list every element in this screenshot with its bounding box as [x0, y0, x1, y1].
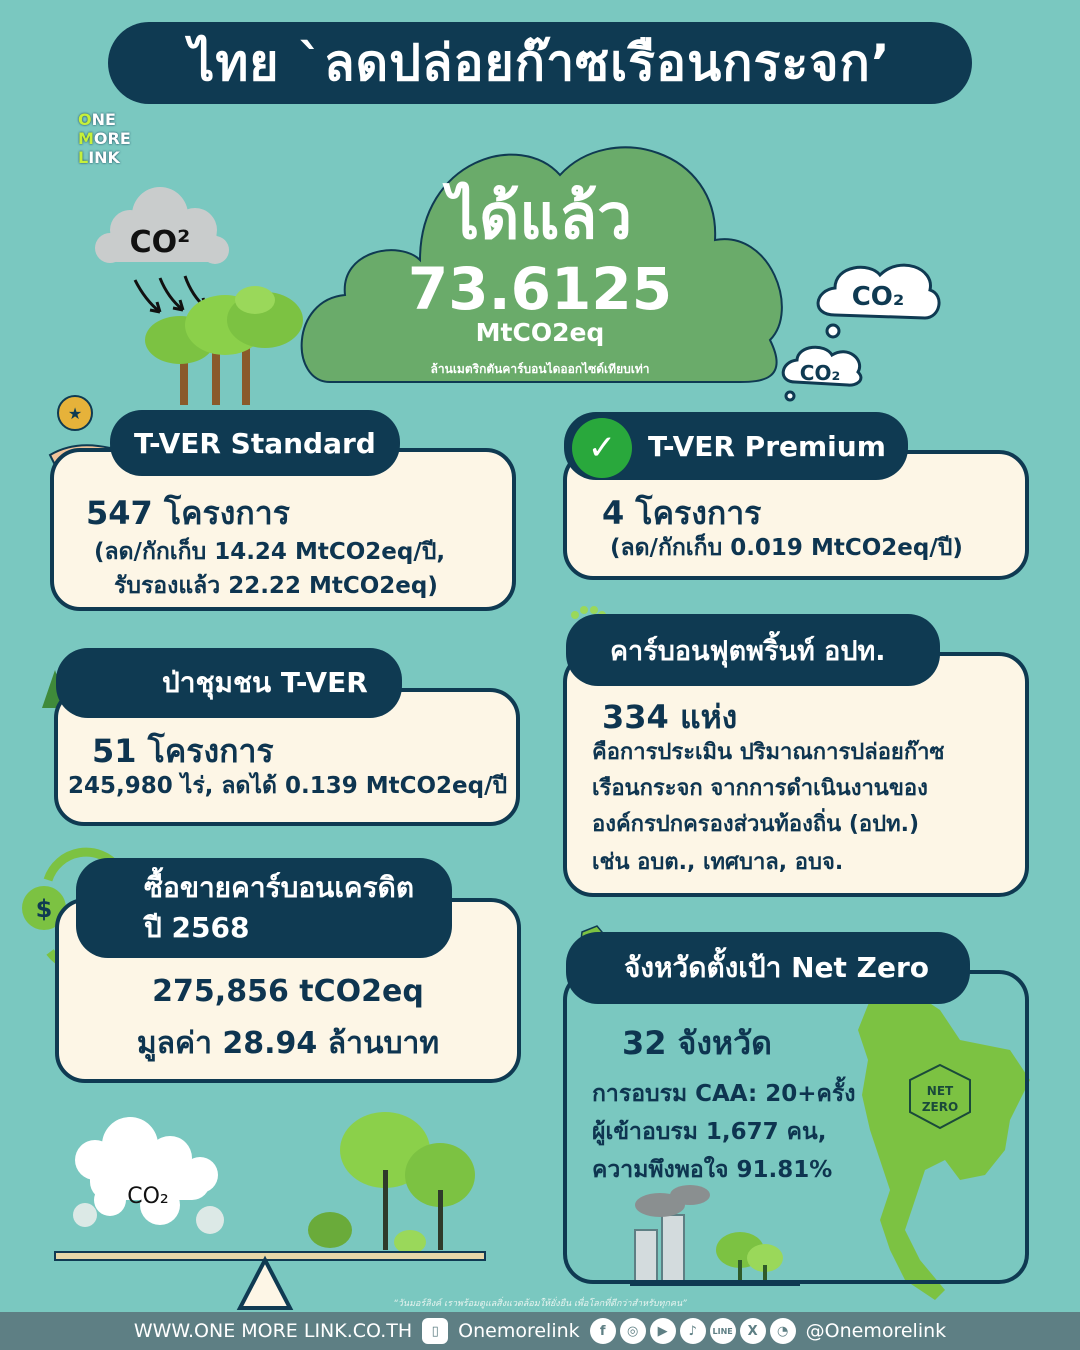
- hero-unit: MtCO2eq: [475, 318, 605, 347]
- tver-standard-title: T-VER Standard: [134, 426, 376, 460]
- community-forest-count: 51 โครงการ: [92, 732, 274, 770]
- co2-label-1: CO²: [129, 225, 191, 260]
- tiktok-icon[interactable]: ♪: [680, 1318, 706, 1344]
- community-forest-tab: [56, 648, 402, 718]
- carbon-footprint-detail-2: เรือนกระจก จากการดำเนินงานของ: [592, 776, 928, 801]
- carbon-credit-volume: 275,856 tCO2eq: [152, 974, 424, 1009]
- dollar-icon: $: [35, 895, 53, 923]
- community-forest-detail: 245,980 ไร่, ลดได้ 0.139 MtCO2eq/ปี: [68, 773, 508, 799]
- net-zero-detail-2: ผู้เข้าอบรม 1,677 คน,: [592, 1119, 827, 1145]
- chat-icon[interactable]: ◔: [770, 1318, 796, 1344]
- tver-standard-tab: [110, 410, 400, 476]
- phone-icon: ▯: [422, 1318, 448, 1344]
- net-zero-count: 32 จังหวัด: [622, 1024, 772, 1062]
- footer-bar: [0, 1312, 1080, 1350]
- carbon-credit-title-2: ปี 2568: [144, 911, 250, 944]
- carbon-footprint-count: 334 แห่ง: [602, 698, 738, 736]
- logo: ONE MORE LINK: [78, 110, 131, 167]
- net-zero-badge-line1: NET: [926, 1084, 954, 1098]
- footer-line-handle[interactable]: Onemorelink: [458, 1320, 580, 1342]
- instagram-icon[interactable]: ◎: [620, 1318, 646, 1344]
- facebook-icon[interactable]: f: [590, 1318, 616, 1344]
- community-forest-title: ป่าชุมชน T-VER: [162, 666, 368, 699]
- carbon-footprint-detail-4: เช่น อบต., เทศบาล, อบจ.: [592, 850, 844, 875]
- carbon-footprint-tab: [566, 614, 940, 686]
- carbon-credit-tab: [76, 858, 452, 958]
- youtube-icon[interactable]: ▶: [650, 1318, 676, 1344]
- premium-check-icon: ✓: [572, 418, 632, 478]
- net-zero-tab: [566, 932, 970, 1004]
- co2-label-3: CO₂: [799, 361, 841, 385]
- net-zero-badge-line2: ZERO: [921, 1100, 959, 1114]
- footer-social-handle[interactable]: @Onemorelink: [805, 1320, 947, 1342]
- tver-standard-count: 547 โครงการ: [86, 494, 290, 532]
- carbon-footprint-detail-3: องค์กรปกครองส่วนท้องถิ่น (อปท.): [592, 812, 920, 837]
- line-icon[interactable]: LINE: [710, 1318, 736, 1344]
- tver-premium-count: 4 โครงการ: [602, 494, 762, 532]
- co2-label-4: CO₂: [127, 1184, 169, 1209]
- hero-label: ได้แล้ว: [447, 180, 633, 253]
- hero-value: 73.6125: [407, 255, 673, 323]
- tree-cluster-icon: [145, 286, 303, 405]
- tver-premium-detail: (ลด/กักเก็บ 0.019 MtCO2eq/ปี): [610, 535, 963, 561]
- carbon-credit-value: มูลค่า 28.94 ล้านบาท: [136, 1026, 440, 1061]
- tver-standard-detail-2: รับรองแล้ว 22.22 MtCO2eq): [114, 573, 438, 599]
- x-icon[interactable]: X: [740, 1318, 766, 1344]
- tver-standard-detail-1: (ลด/กักเก็บ 14.24 MtCO2eq/ปี,: [94, 539, 446, 565]
- net-zero-detail-3: ความพึงพอใจ 91.81%: [592, 1157, 833, 1183]
- carbon-footprint-detail-1: คือการประเมิน ปริมาณการปล่อยก๊าซ: [592, 740, 945, 765]
- net-zero-detail-1: การอบรม CAA: 20+ครั้ง: [592, 1081, 856, 1107]
- page-title: ไทย `ลดปล่อยก๊าซเรือนกระจก’: [189, 33, 891, 92]
- co2-label-2: CO₂: [851, 282, 905, 312]
- carbon-credit-title-1: ซื้อขายคาร์บอนเครดิต: [144, 871, 415, 904]
- hero-description: ล้านเมตริกตันคาร์บอนไดออกไซด์เทียบเท่า: [430, 362, 650, 376]
- net-zero-title: จังหวัดตั้งเป้า Net Zero: [624, 951, 930, 984]
- carbon-footprint-title: คาร์บอนฟุตพริ้นท์ อปท.: [610, 635, 886, 667]
- svg-text:★: ★: [67, 404, 83, 423]
- footer-quote: “วันมอร์ลิงค์ เราพร้อมดูแลสิ่งแวดล้อมให้ยั่งยืน เพื่อโลกที่ดีกว่าสำหรับทุกคน”: [393, 1299, 687, 1309]
- tver-premium-title: T-VER Premium: [648, 429, 886, 463]
- footer-website-link[interactable]: WWW.ONE MORE LINK.CO.TH: [133, 1320, 413, 1342]
- balance-scale-icon: [55, 1112, 485, 1308]
